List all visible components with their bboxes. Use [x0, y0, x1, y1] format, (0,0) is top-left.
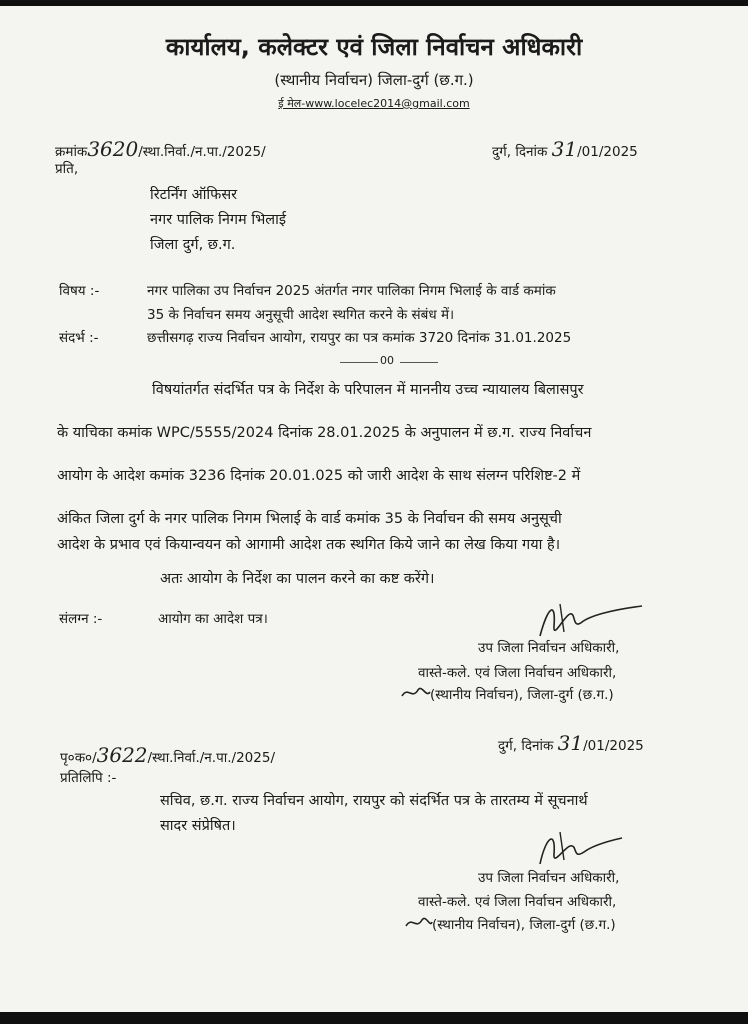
ref-number: 3620	[87, 137, 139, 161]
copy-signatory-line: उप जिला निर्वाचन अधिकारी,	[478, 870, 620, 886]
subject-line: नगर पालिका उप निर्वाचन 2025 अंतर्गत नगर पालिका निगम भिलाई के वार्ड कमांक	[147, 283, 556, 299]
initial-mark	[400, 684, 432, 702]
enclosure-label: संलग्न :-	[59, 611, 103, 627]
date-line	[492, 137, 638, 161]
date-day: 31	[551, 137, 578, 161]
to-label: प्रति,	[55, 161, 79, 177]
copy-date-line	[498, 731, 644, 755]
ref-prefix: क्रमांक	[55, 144, 88, 160]
recipient-line: नगर पालिक निगम भिलाई	[150, 212, 286, 228]
copy-signatory-line: वास्ते-कले. एवं जिला निर्वाचन अधिकारी,	[418, 894, 617, 910]
copy-date-rest: /01/2025	[583, 738, 644, 754]
copy-line: सचिव, छ.ग. राज्य निर्वाचन आयोग, रायपुर को संदर्भित पत्र के तारतम्य में सूचनार्थ	[160, 793, 588, 809]
signatory-line: उप जिला निर्वाचन अधिकारी,	[478, 640, 620, 656]
body-line: आयोग के आदेश कमांक 3236 दिनांक 20.01.025 को जारी आदेश के साथ संलग्न परिशिष्ट-2 में	[57, 468, 581, 484]
copy-date-day: 31	[557, 731, 584, 755]
copy-ref-line	[60, 743, 275, 767]
body-line: अंकित जिला दुर्ग के नगर पालिक निगम भिलाई के वार्ड कमांक 35 के निर्वाचन की समय अनुसूची	[57, 511, 562, 527]
body-line: के याचिका कमांक WPC/5555/2024 दिनांक 28.01.2025 के अनुपालन में छ.ग. राज्य निर्वाचन	[57, 425, 592, 441]
office-subtitle: (स्थानीय निर्वाचन) जिला-दुर्ग (छ.ग.)	[274, 71, 474, 89]
recipient-line: जिला दुर्ग, छ.ग.	[150, 237, 236, 253]
date-rest: /01/2025	[577, 144, 638, 160]
signature-mark	[530, 826, 630, 874]
ref-suffix: /स्था.निर्वा./न.पा./2025/	[138, 144, 266, 160]
copy-label: प्रतिलिपि :-	[60, 770, 117, 786]
letter-page	[0, 6, 748, 1012]
copy-line: सादर संप्रेषित।	[160, 818, 236, 834]
office-title: कार्यालय, कलेक्टर एवं जिला निर्वाचन अधिकारी	[165, 33, 583, 61]
signatory-line: (स्थानीय निर्वाचन), जिला-दुर्ग (छ.ग.)	[430, 687, 614, 703]
office-email: ई मेल-www.locelec2014@gmail.com	[278, 97, 470, 110]
place-date-label: दुर्ग, दिनांक	[492, 144, 548, 160]
separator-mark: 00	[380, 354, 394, 367]
copy-ref-number: 3622	[96, 743, 148, 767]
signatory-line: वास्ते-कले. एवं जिला निर्वाचन अधिकारी,	[418, 665, 617, 681]
reference-label: संदर्भ :-	[59, 330, 99, 346]
subject-line: 35 के निर्वाचन समय अनुसूची आदेश स्थगित करने के संबंध में।	[147, 307, 455, 323]
separator-rule-right	[400, 362, 438, 363]
separator-rule-left	[340, 362, 378, 363]
subject-label: विषय :-	[59, 283, 100, 299]
recipient-line: रिटर्निंग ऑफिसर	[150, 187, 238, 203]
ref-line	[55, 137, 266, 161]
copy-ref-prefix: पृ०क०/	[60, 750, 97, 766]
copy-signatory-line: (स्थानीय निर्वाचन), जिला-दुर्ग (छ.ग.)	[432, 917, 616, 933]
body-line: आदेश के प्रभाव एवं कियान्वयन को आगामी आदेश तक स्थगित किये जाने का लेख किया गया है।	[57, 537, 561, 553]
closing-line: अतः आयोग के निर्देश का पालन करने का कष्ट करेंगे।	[160, 571, 435, 587]
enclosure-text: आयोग का आदेश पत्र।	[158, 611, 268, 627]
initial-mark	[404, 914, 434, 932]
reference-text: छत्तीसगढ़ राज्य निर्वाचन आयोग, रायपुर का पत्र कमांक 3720 दिनांक 31.01.2025	[147, 330, 572, 346]
copy-ref-suffix: /स्था.निर्वा./न.पा./2025/	[147, 750, 275, 766]
copy-place-date-label: दुर्ग, दिनांक	[498, 738, 554, 754]
body-line: विषयांतर्गत संदर्भित पत्र के निर्देश के परिपालन में माननीय उच्च न्यायालय बिलासपुर	[152, 382, 584, 398]
